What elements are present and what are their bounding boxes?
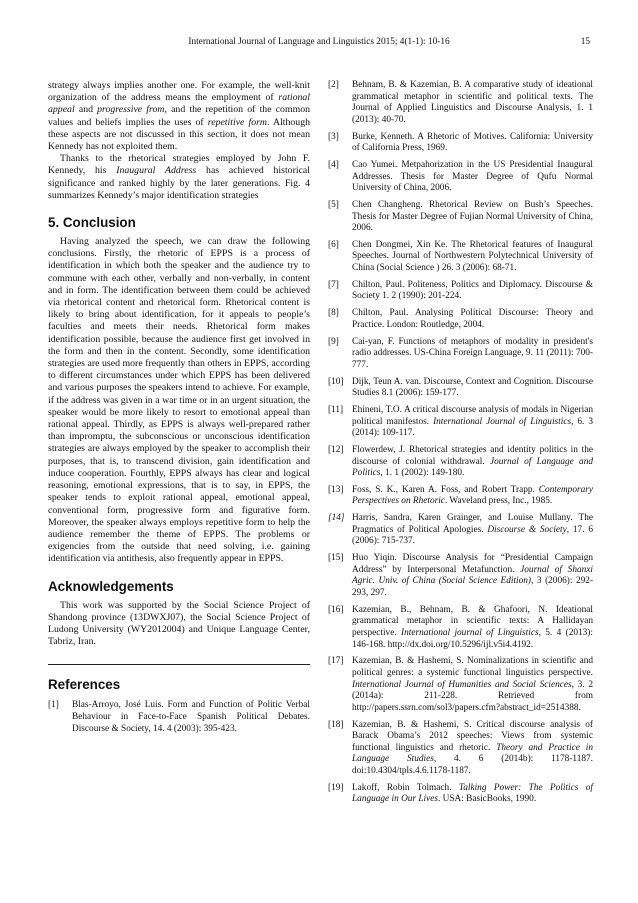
paragraph-strategies: [48, 80, 310, 153]
reference-number: [19]: [328, 782, 344, 793]
text-run: Harris, Sandra, Karen Grainger, and Louise Mullany. The Pragmatics of Political Apologies.: [352, 513, 593, 535]
reference-number: [11]: [328, 404, 344, 415]
italic-text: Journal of Language and Politics: [352, 456, 594, 479]
reference-item: [328, 200, 593, 235]
reference-number: [6]: [328, 239, 339, 250]
page-number: 15: [580, 37, 590, 47]
text-run: , 3. 2 (2014a): 211-228. Retrieved from http://papers.ssrn.com/sol3/papers.cfm?abstract_id=2514388.: [352, 679, 593, 713]
reference-item: [328, 337, 593, 372]
reference-list-left: [48, 700, 310, 735]
reference-number: [9]: [328, 336, 339, 347]
italic-text: International Journal of Linguistics: [433, 416, 572, 427]
reference-text: [352, 337, 593, 370]
text-run: , 17. 6 (2006): 715-737.: [352, 524, 593, 547]
reference-number: [3]: [328, 131, 339, 142]
text-run: Thanks to the rhetorical strategies employed by John F. Kennedy, his: [48, 153, 310, 177]
reference-item: [328, 377, 593, 400]
reference-text: [352, 720, 593, 776]
reference-text: [352, 553, 593, 598]
reference-item: [328, 280, 593, 303]
reference-item: [328, 553, 593, 599]
reference-text: [352, 80, 593, 125]
reference-text: [352, 160, 593, 193]
text-run: Cai-yan, F. Functions of metaphors of modality in president's radio addresses. US-China Foreign Language, 9. 11 (2011): 700-777.: [352, 336, 593, 370]
reference-text: [352, 377, 593, 399]
reference-text: [352, 783, 593, 805]
italic-text: repetitive form: [207, 116, 267, 128]
reference-item: [328, 513, 593, 548]
reference-number: [8]: [328, 308, 339, 319]
text-run: strategy always implies another one. For example, the well-knit organization of the address means the employment of: [48, 80, 310, 104]
text-run: Ehineni, T.O. A critical discourse analysis of modals in Nigerian political manifestos.: [352, 404, 593, 427]
reference-item: [48, 700, 310, 735]
reference-text: [352, 405, 593, 438]
reference-text: [72, 700, 310, 733]
italic-text: Journal of Shanxi Agric. Univ. of China (Social Science Edition): [352, 564, 593, 587]
text-run: , 3 (2006): 292-293, 297.: [352, 576, 594, 598]
italic-text: International journal of Linguistics: [401, 627, 539, 638]
section-heading-acknowledgements: Acknowledgements: [48, 578, 174, 594]
reference-number: [18]: [328, 719, 344, 730]
text-run: . Although these aspects are not discussed in this section, it does not mean Kennedy has not exploited them.: [48, 116, 311, 153]
italic-text: International Journal of Humanities and Social Sciences: [352, 679, 572, 690]
text-run: Chen Changheng. Rhetorical Review on Bush’s Speeches. Thesis for Master Degree of Fujian Normal University of China, 2006.: [352, 199, 593, 234]
reference-item: [328, 405, 593, 440]
text-run: Burke, Kenneth. A Rhetoric of Motives. California: University of California Press, 1969.: [352, 131, 593, 154]
reference-text: [352, 513, 593, 546]
italic-text: Talking Power: The Politics of Language in Our Lives: [352, 782, 593, 805]
reference-text: [352, 308, 593, 330]
section-divider: [48, 664, 310, 665]
reference-text: [352, 132, 593, 154]
reference-text: [352, 605, 593, 650]
reference-number: [2]: [328, 80, 339, 90]
text-run: , 6. 3 (2014): 109-117.: [352, 416, 594, 439]
reference-number: [4]: [328, 159, 339, 170]
reference-item: [328, 445, 593, 480]
reference-item: [328, 485, 593, 508]
reference-number: [12]: [328, 444, 344, 455]
reference-item: [328, 240, 593, 275]
text-run: , 4. 6 (2014b): 1178-1187. doi:10.4304/tpls.4.6.1178-1187.: [352, 754, 593, 776]
reference-item: [328, 605, 593, 651]
text-run: Kazemian, B. & Hashemi, S. Nominalizations in scientific and political genres: a systemic functional linguistics perspective.: [352, 656, 593, 678]
paragraph-kennedy: [48, 153, 310, 202]
reference-number: [14]: [328, 513, 345, 524]
reference-item: [328, 783, 593, 806]
text-run: Chilton, Paul. Analysing Political Discourse: Theory and Practice. London: Routledge, 2004.: [352, 308, 593, 330]
reference-number: [15]: [328, 553, 344, 564]
paragraph-conclusion: Having analyzed the speech, we can draw the following conclusions. Firstly, the rhetoric of EPPS is a process of identification in which both the speaker and the audience try to commune with each other, verbally and non-verbally, in content and in form. The identification between them could be achieved via rhetorical content and rhetorical form. Rhetorical content is likely to bring about identification, for it appeals to people’s faculties and meets their needs. Rhetorical form makes identification possible, because the audience first get involved in the form and then in the content. Secondly, some identification strategies are used more frequently than others in EPPS, according to different circumstances under which EPPS has been delivered and various purposes the speakers intend to achieve. For example, if the address was given in a war time or in an urgent situation, the speaker would be more likely to resort to emotional appeal than rational appeal. Thirdly, as EPPS is always well-prepared rather than impromptu, the subconscious or unconscious identification strategies are always employed by the speaker to accomplish their purposes, that is, to transcend division, gain identification and induce cooperation. Fourthly, EPPS always has clear and logical reasoning, emotional expressions, that is to say, in EPPS, the speaker tends to exploit rational appeal, emotional appeal, conventional form, progressive form and figurative form. Moreover, the speaker always employs repetitive form to help the audience remember the theme of EPPS. The problems or exigencies from the outside that need solving, i.e. gaining identification via antithesis, also frequently appear in EPPS.: [48, 236, 310, 565]
text-run: Lakoff, Robin Tolmach.: [352, 782, 459, 793]
italic-text: progressive from: [97, 104, 165, 116]
left-column: [48, 80, 310, 740]
reference-number: [1]: [48, 700, 59, 711]
text-run: , and the repetition of the common values and beliefs implies the uses of: [48, 104, 310, 128]
italic-text: Theory and Practice in Language Studies: [352, 742, 593, 765]
section-heading-conclusion: 5. Conclusion: [48, 215, 136, 231]
paragraph-acknowledgements: This work was supported by the Social Science Project of Shandong province (13DWXJ07), the Social Science Project of Ludong University (WY2012004) and Unique Language Center, Tabriz, Iran.: [48, 599, 310, 648]
text-run: Kazemian, B., Behnam, B. & Ghafoori, N. Ideational grammatical metaphor in scientific texts: A Hallidayan perspective.: [352, 604, 593, 638]
italic-text: rational appeal: [48, 92, 310, 116]
reference-text: [352, 485, 593, 507]
text-run: Kazemian, B. & Hashemi, S. Critical discourse analysis of Barack Obama’s 2012 speeches: Views from systemic functional linguistics and rhetoric.: [352, 719, 593, 753]
reference-item: [328, 656, 593, 714]
text-run: , 5. 4 (2013): 146-168. http://dx.doi.org/10.5296/ijl.v5i4.4192.: [352, 627, 593, 650]
reference-number: [10]: [328, 376, 344, 387]
journal-citation: International Journal of Language and Linguistics 2015; 4(1-1): 10-16: [188, 37, 450, 47]
reference-item: [328, 720, 593, 778]
text-run: Behnam, B. & Kazemian, B. A comparative study of ideational grammatical metaphor in scientific and political texts. The Journal of Applied Linguistics and Discourse Analysis, 1. 1 (2013): 40-70.: [352, 80, 593, 125]
text-run: Dijk, Teun A. van. Discourse, Context and Cognition. Discourse Studies 8.1 (2006): 159-177.: [352, 376, 593, 399]
text-run: Chen Dongmei, Xin Ke. The Rhetorical features of Inaugural Speeches. Journal of Northwestern Polytechnical University of China (Social Science ) 26. 3 (2006): 68-71.: [352, 239, 593, 274]
italic-text: Inaugural Address: [116, 165, 197, 177]
text-run: . USA: BasicBooks, 1990.: [438, 794, 537, 805]
reference-number: [13]: [328, 484, 344, 495]
reference-list-right: [328, 80, 593, 806]
reference-item: [328, 132, 593, 155]
text-run: and: [74, 104, 98, 116]
italic-text: Contemporary Perspectives on Rhetoric: [352, 484, 593, 507]
right-column: [328, 80, 593, 811]
text-run: Huo Yiqin. Discourse Analysis for “Presidential Campaign Address” by Interpersonal Metafunction.: [352, 553, 593, 575]
text-run: Blas-Arroyo, José Luis. Form and Function of Politic Verbal Behaviour in Face-to-Face Spanish Political Debates. Discourse & Society, 14. 4 (2003): 395-423.: [72, 700, 310, 734]
reference-text: [352, 445, 593, 478]
reference-item: [328, 80, 593, 126]
reference-item: [328, 308, 593, 331]
section-heading-references: References: [48, 677, 121, 693]
text-run: Foss, S. K., Karen A. Foss, and Robert Trapp.: [352, 484, 539, 495]
reference-item: [328, 160, 593, 195]
reference-number: [7]: [328, 279, 339, 290]
text-run: Flowerdew, J. Rhetorical strategies and identity politics in the discourse of colonial withdrawal.: [352, 444, 593, 467]
reference-number: [5]: [328, 199, 339, 210]
text-run: has achieved historical significance and ranked highly by the later generations. Fig. 4 summarizes Kennedy’s major identification strategies: [48, 165, 310, 201]
reference-number: [16]: [328, 604, 344, 615]
reference-text: [352, 240, 593, 273]
reference-text: [352, 656, 593, 712]
text-run: Cao Yumei. Metpahorization in the US Presidential Inaugural Addresses. Thesis for Master Degree of Qufu Normal University of China, 2006.: [352, 159, 593, 194]
reference-text: [352, 200, 593, 233]
text-run: . Waveland press, Inc., 1985.: [444, 496, 553, 507]
text-run: , 1. 1 (2002): 149-180.: [380, 468, 465, 479]
reference-text: [352, 280, 593, 302]
running-header: [48, 37, 590, 51]
italic-text: Discourse & Society: [487, 524, 567, 535]
reference-number: [17]: [328, 656, 344, 667]
text-run: Chilton, Paul. Politeness, Politics and Diplomacy. Discourse & Society 1. 2 (1990): 201-224.: [352, 279, 593, 302]
